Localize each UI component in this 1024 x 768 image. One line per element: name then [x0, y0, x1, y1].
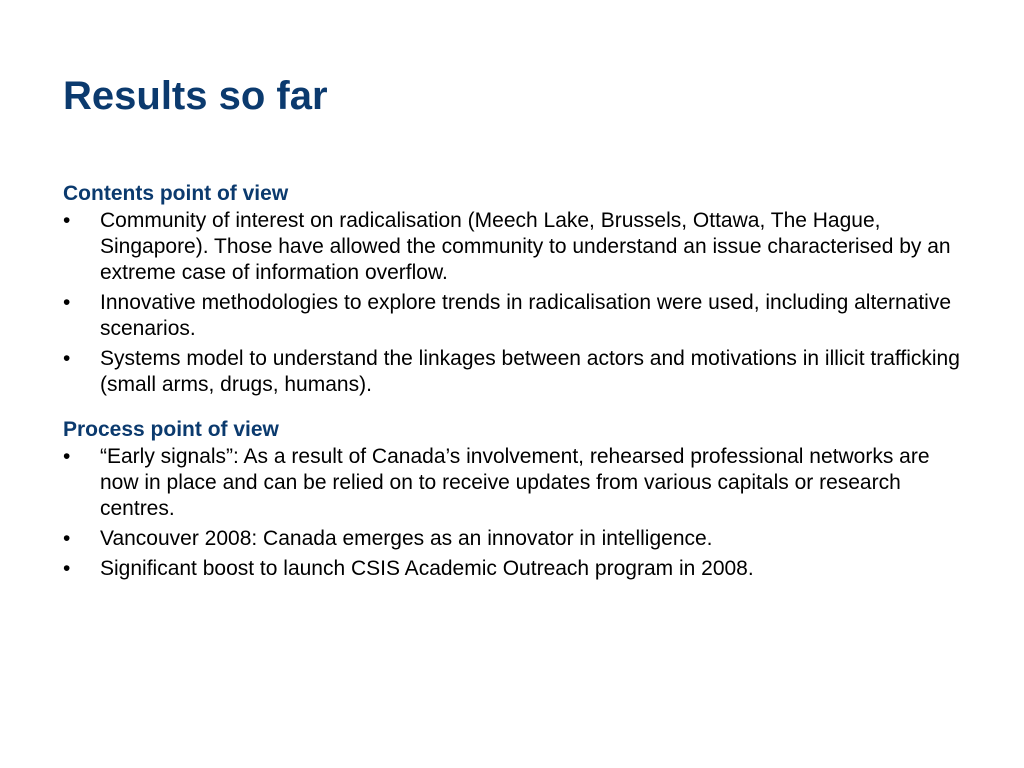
slide-content [63, 180, 973, 586]
bullet-text: Vancouver 2008: Canada emerges as an innovator in intelligence. [100, 527, 713, 550]
bullet-icon: • [63, 445, 71, 468]
bullet-text: Significant boost to launch CSIS Academic Outreach program in 2008. [100, 557, 754, 580]
section-process-point-of-view [63, 416, 973, 582]
bullet-text: Community of interest on radicalisation (Meech Lake, Brussels, Ottawa, The Hague, Singapore). Those have allowed the community to understand an issue characterised by an extreme case of information overflow. [100, 209, 951, 284]
bullet-list [63, 444, 973, 582]
bullet-item [63, 556, 973, 582]
bullet-item [63, 346, 973, 398]
bullet-item [63, 290, 973, 342]
bullet-item [63, 208, 973, 286]
bullet-text: Innovative methodologies to explore trends in radicalisation were used, including alternative scenarios. [100, 291, 952, 340]
bullet-icon: • [63, 527, 71, 550]
section-contents-point-of-view [63, 180, 973, 398]
bullet-icon: • [63, 209, 71, 232]
bullet-item [63, 444, 973, 522]
bullet-text: Systems model to understand the linkages between actors and motivations in illicit trafficking (small arms, drugs, humans). [100, 347, 960, 396]
bullet-icon: • [63, 347, 71, 370]
section-heading: Contents point of view [63, 182, 289, 205]
bullet-item [63, 526, 973, 552]
slide-title: Results so far [63, 74, 328, 118]
bullet-icon: • [63, 291, 71, 314]
bullet-text: “Early signals”: As a result of Canada’s involvement, rehearsed professional networks are now in place and can be relied on to receive updates from various capitals or research centres. [100, 445, 930, 520]
section-heading: Process point of view [63, 418, 279, 441]
bullet-icon: • [63, 557, 71, 580]
bullet-list [63, 208, 973, 398]
